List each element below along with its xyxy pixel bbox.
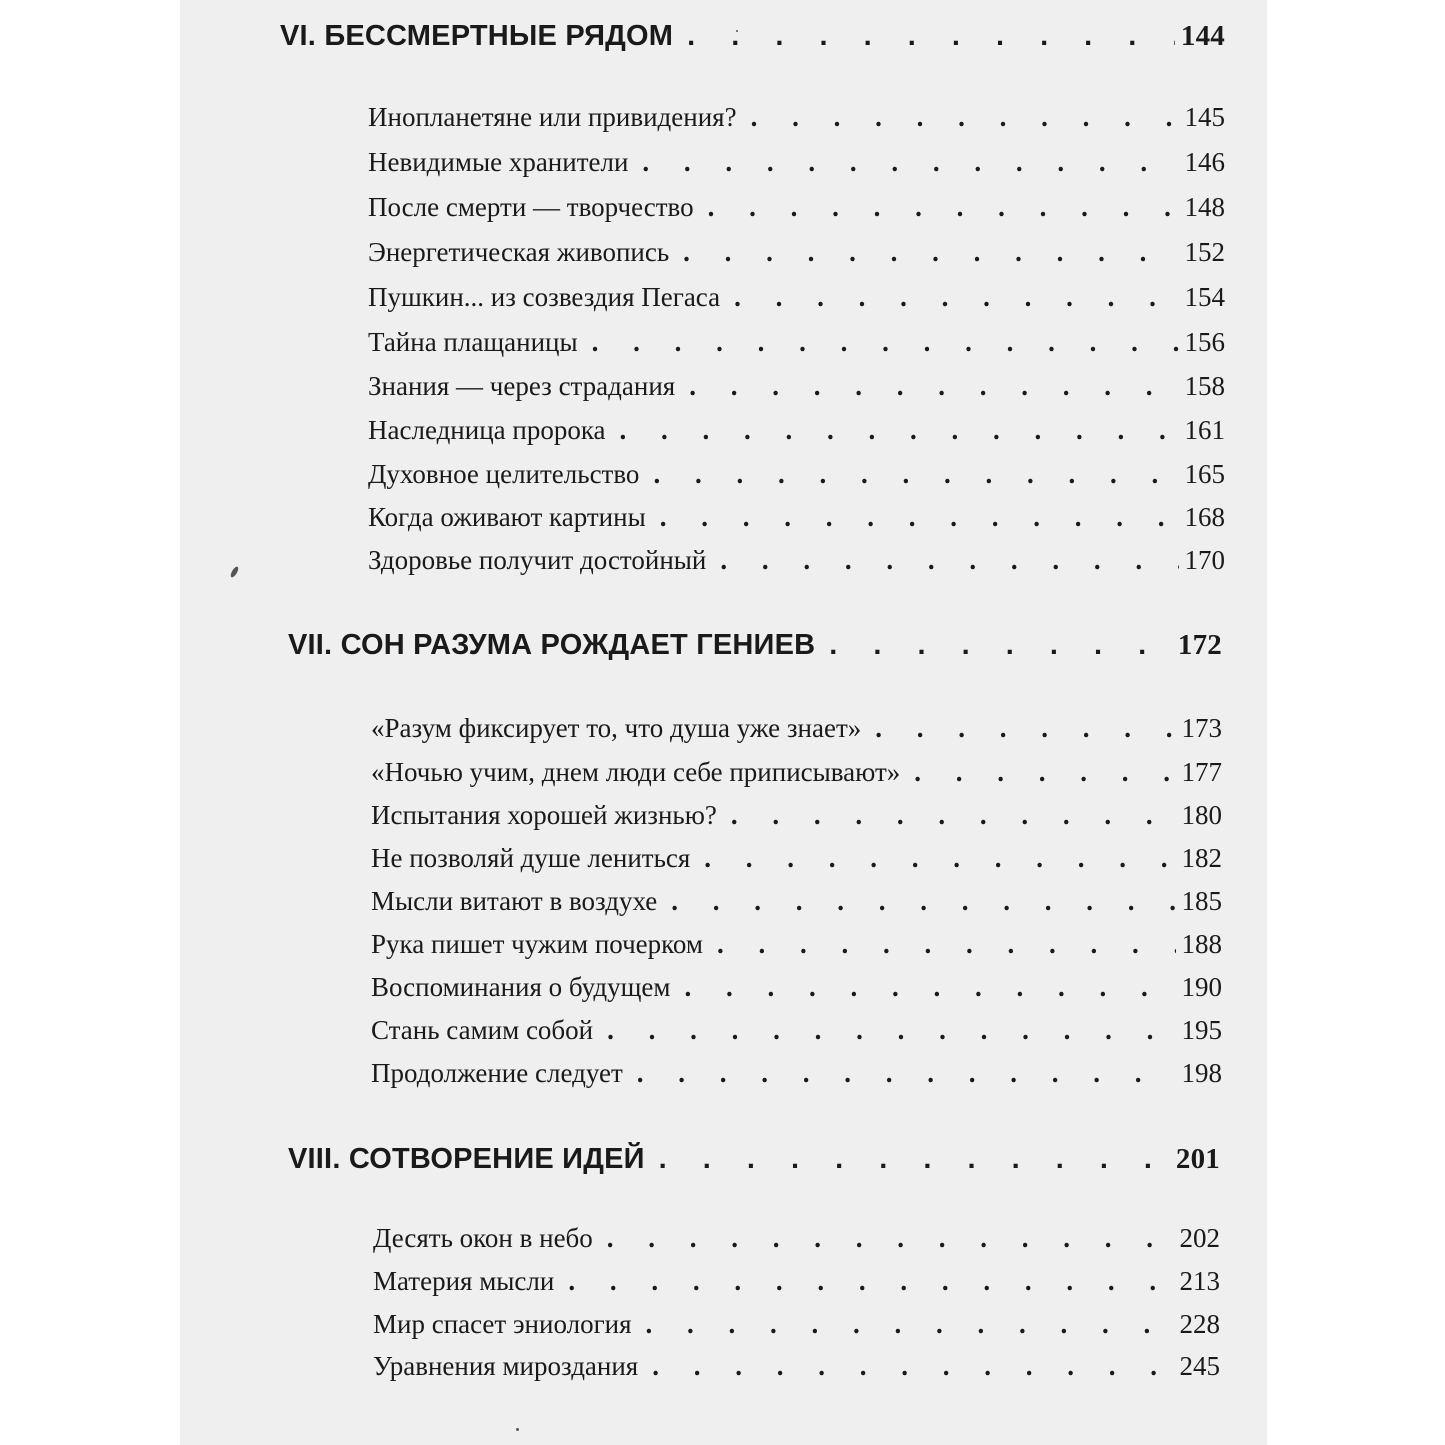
chapter-page-number: 144: [1180, 20, 1225, 52]
toc-entry: [371, 1015, 1222, 1046]
entry-page-number: 198: [1181, 1058, 1222, 1088]
toc-entry: [371, 929, 1222, 960]
toc-entry: [368, 237, 1225, 268]
entry-page-number: 145: [1184, 102, 1225, 132]
entry-title: После смерти — творчество: [368, 192, 694, 222]
dot-leader: [592, 327, 1179, 358]
dot-leader: [687, 20, 1175, 53]
toc-entry: [368, 327, 1225, 358]
toc-entry: [371, 800, 1222, 831]
entry-title: Не позволяй душе лениться: [371, 843, 691, 873]
dot-leader: [659, 1143, 1170, 1176]
toc-entry: [373, 1351, 1220, 1382]
dot-leader: [660, 502, 1179, 533]
entry-page-number: 148: [1184, 192, 1225, 222]
entry-title: Знания — через страдания: [368, 371, 676, 401]
entry-title: Тайна плащаницы: [368, 327, 578, 357]
entry-page-number: 158: [1184, 371, 1225, 401]
toc-entry: [368, 102, 1225, 133]
toc-entry: [371, 886, 1222, 917]
entry-title: Наследница пророка: [368, 415, 606, 445]
dot-leader: [671, 886, 1175, 917]
entry-title: Уравнения мироздания: [373, 1351, 639, 1381]
toc-entry: [371, 713, 1222, 744]
toc-entry: [373, 1266, 1220, 1297]
entry-page-number: 228: [1179, 1309, 1220, 1339]
chapter-page-number: 201: [1175, 1143, 1220, 1175]
entry-page-number: 156: [1184, 327, 1225, 357]
toc-entry: [368, 415, 1225, 446]
dot-leader: [717, 929, 1176, 960]
entry-title: Испытания хорошей жизнью?: [371, 800, 717, 830]
dot-leader: [568, 1266, 1173, 1297]
entry-page-number: 185: [1181, 886, 1222, 916]
dot-leader: [708, 192, 1179, 223]
entry-title: Мир спасет эниология: [373, 1309, 632, 1339]
entry-page-number: 152: [1184, 237, 1225, 267]
toc-entry: [371, 972, 1222, 1003]
entry-page-number: 202: [1179, 1223, 1220, 1253]
chapter-title: VI. БЕССМЕРТНЫЕ РЯДОМ: [280, 20, 674, 52]
toc-entry: [368, 282, 1225, 313]
toc-entry: [368, 192, 1225, 223]
entry-title: Пушкин... из созвездия Пегаса: [368, 282, 721, 312]
entry-title: Когда оживают картины: [368, 502, 646, 532]
entry-title: Здоровье получит достойный: [368, 545, 707, 575]
dot-leader: [653, 459, 1178, 490]
entry-title: Энергетическая живопись: [368, 237, 670, 267]
dot-leader: [683, 237, 1178, 268]
dot-leader: [607, 1015, 1175, 1046]
entry-page-number: 213: [1179, 1266, 1220, 1296]
chapter-title: VIII. СОТВОРЕНИЕ ИДЕЙ: [288, 1143, 645, 1175]
toc-entry: [371, 1058, 1222, 1089]
entry-title: Воспоминания о будущем: [371, 972, 671, 1002]
entry-page-number: 195: [1181, 1015, 1222, 1045]
entry-title: Мысли витают в воздухе: [371, 886, 658, 916]
dot-leader: [685, 972, 1176, 1003]
entry-page-number: 180: [1181, 800, 1222, 830]
dot-leader: [875, 713, 1175, 744]
entry-title: Невидимые хранители: [368, 147, 629, 177]
dot-leader: [646, 1309, 1174, 1340]
dot-leader: [637, 1058, 1176, 1089]
entry-page-number: 146: [1184, 147, 1225, 177]
toc-entry: [368, 545, 1225, 576]
dot-leader: [704, 843, 1175, 874]
entry-title: Инопланетяне или привидения?: [368, 102, 737, 132]
toc-entry: [371, 757, 1222, 788]
chapter-heading: [288, 1143, 1220, 1176]
entry-title: «Ночью учим, днем люди себе приписывают»: [371, 757, 901, 787]
dot-leader: [734, 282, 1178, 313]
dot-leader: [731, 800, 1176, 831]
dot-leader: [642, 147, 1178, 178]
dot-leader: [829, 629, 1172, 662]
toc-entry: [368, 147, 1225, 178]
entry-page-number: 154: [1184, 282, 1225, 312]
toc-entry: [371, 843, 1222, 874]
entry-title: Продолжение следует: [371, 1058, 623, 1088]
dot-leader: [914, 757, 1175, 788]
dot-leader: [652, 1351, 1173, 1382]
entry-page-number: 161: [1184, 415, 1225, 445]
dot-leader: [620, 415, 1179, 446]
entry-title: Материя мысли: [373, 1266, 555, 1296]
dot-leader: [751, 102, 1179, 133]
dot-leader: [607, 1223, 1174, 1254]
entry-page-number: 173: [1181, 713, 1222, 743]
entry-page-number: 190: [1181, 972, 1222, 1002]
toc-entry: [373, 1223, 1220, 1254]
scan-speck: [736, 30, 738, 32]
entry-title: Духовное целительство: [368, 459, 640, 489]
toc-entry: [368, 459, 1225, 490]
entry-page-number: 177: [1181, 757, 1222, 787]
entry-page-number: 165: [1184, 459, 1225, 489]
dot-leader: [720, 545, 1178, 576]
entry-title: «Разум фиксирует то, что душа уже знает»: [371, 713, 862, 743]
entry-page-number: 170: [1184, 545, 1225, 575]
chapter-page-number: 172: [1177, 629, 1222, 661]
entry-page-number: 168: [1184, 502, 1225, 532]
dot-leader: [689, 371, 1178, 402]
entry-page-number: 182: [1181, 843, 1222, 873]
entry-title: Рука пишет чужим почерком: [371, 929, 703, 959]
toc-entry: [368, 371, 1225, 402]
chapter-heading: [288, 629, 1222, 662]
chapter-title: VII. СОН РАЗУМА РОЖДАЕТ ГЕНИЕВ: [288, 629, 816, 661]
scan-speck: [516, 1428, 519, 1431]
entry-title: Стань самим собой: [371, 1015, 594, 1045]
chapter-heading: [280, 20, 1225, 53]
toc-entry: [373, 1309, 1220, 1340]
entry-page-number: 245: [1179, 1351, 1220, 1381]
toc-entry: [368, 502, 1225, 533]
entry-title: Десять окон в небо: [373, 1223, 593, 1253]
entry-page-number: 188: [1181, 929, 1222, 959]
